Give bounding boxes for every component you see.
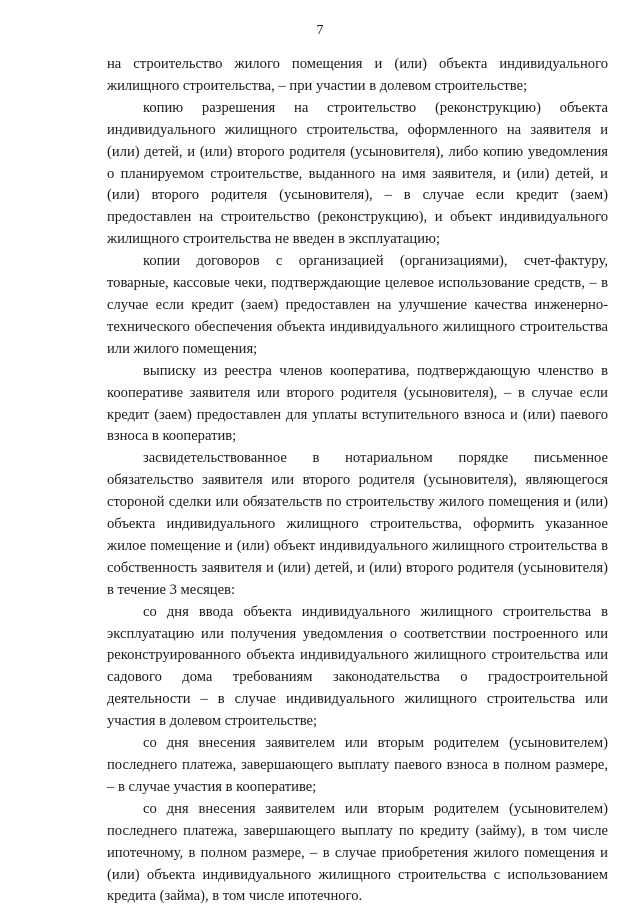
document-body — [107, 54, 608, 908]
paragraph-5: засвидетельствованное в нотариальном порядке письменное обязательство заявителя или второго родителя (усыновителя), являющегося стороной сделки или обязательств по строительству жилого помещения и (или) объекта индивидуального жилищного строительства, оформить указанное жилое помещение и (или) объект индивидуального жилищного строительства в собственность заявителя и (или) детей, и (или) второго родителя (усыновителя) в течение 3 месяцев: — [107, 450, 608, 598]
paragraph-4: выписку из реестра членов кооператива, подтверждающую членство в кооперативе заявителя или второго родителя (усыновителя), – в случае если кредит (заем) предоставлен для уплаты вступительного взноса и (или) паевого взноса в кооператив; — [107, 362, 608, 445]
paragraph-2: копию разрешения на строительство (реконструкцию) объекта индивидуального жилищного строительства, оформленного на заявителя и (или) детей, и (или) второго родителя (усыновителя), либо копию уведомления о планируемом строительстве, выданного на имя заявителя, и (или) детей, и (или) второго родителя (усыновителя), – в случае если кредит (заем) предоставлен на строительство (реконструкцию), и объект индивидуального жилищного строительства не введен в эксплуатацию; — [107, 99, 608, 248]
paragraph-1: на строительство жилого помещения и (или) объекта индивидуального жилищного строительства, – при участии в долевом строительстве; — [107, 56, 608, 94]
page-number: 7 — [316, 23, 324, 38]
paragraph-7: со дня внесения заявителем или вторым родителем (усыновителем) последнего платежа, завершающего выплату паевого взноса в полном размере, – в случае участия в кооперативе; — [107, 735, 608, 795]
paragraph-6: со дня ввода объекта индивидуального жилищного строительства в эксплуатацию или получения уведомления о соответствии построенного или реконструированного объекта индивидуального жилищного строительства или садового дома требованиям законодательства о градостроительной деятельности – в случае индивидуального жилищного строительства или участия в долевом строительстве; — [107, 603, 608, 730]
paragraph-3: копии договоров с организацией (организациями), счет-фактуру, товарные, кассовые чеки, подтверждающие целевое использование средств, – в случае если кредит (заем) предоставлен на улучшение качества инженерно-технического обеспечения объекта индивидуального жилищного строительства или жилого помещения; — [107, 253, 608, 357]
paragraph-8: со дня внесения заявителем или вторым родителем (усыновителем) последнего платежа, завершающего выплату по кредиту (займу), в том числе ипотечному, в полном размере, – в случае приобретения жилого помещения и (или) объекта индивидуального жилищного строительства с использованием кредита (займа), в том числе ипотечного. — [107, 800, 608, 905]
